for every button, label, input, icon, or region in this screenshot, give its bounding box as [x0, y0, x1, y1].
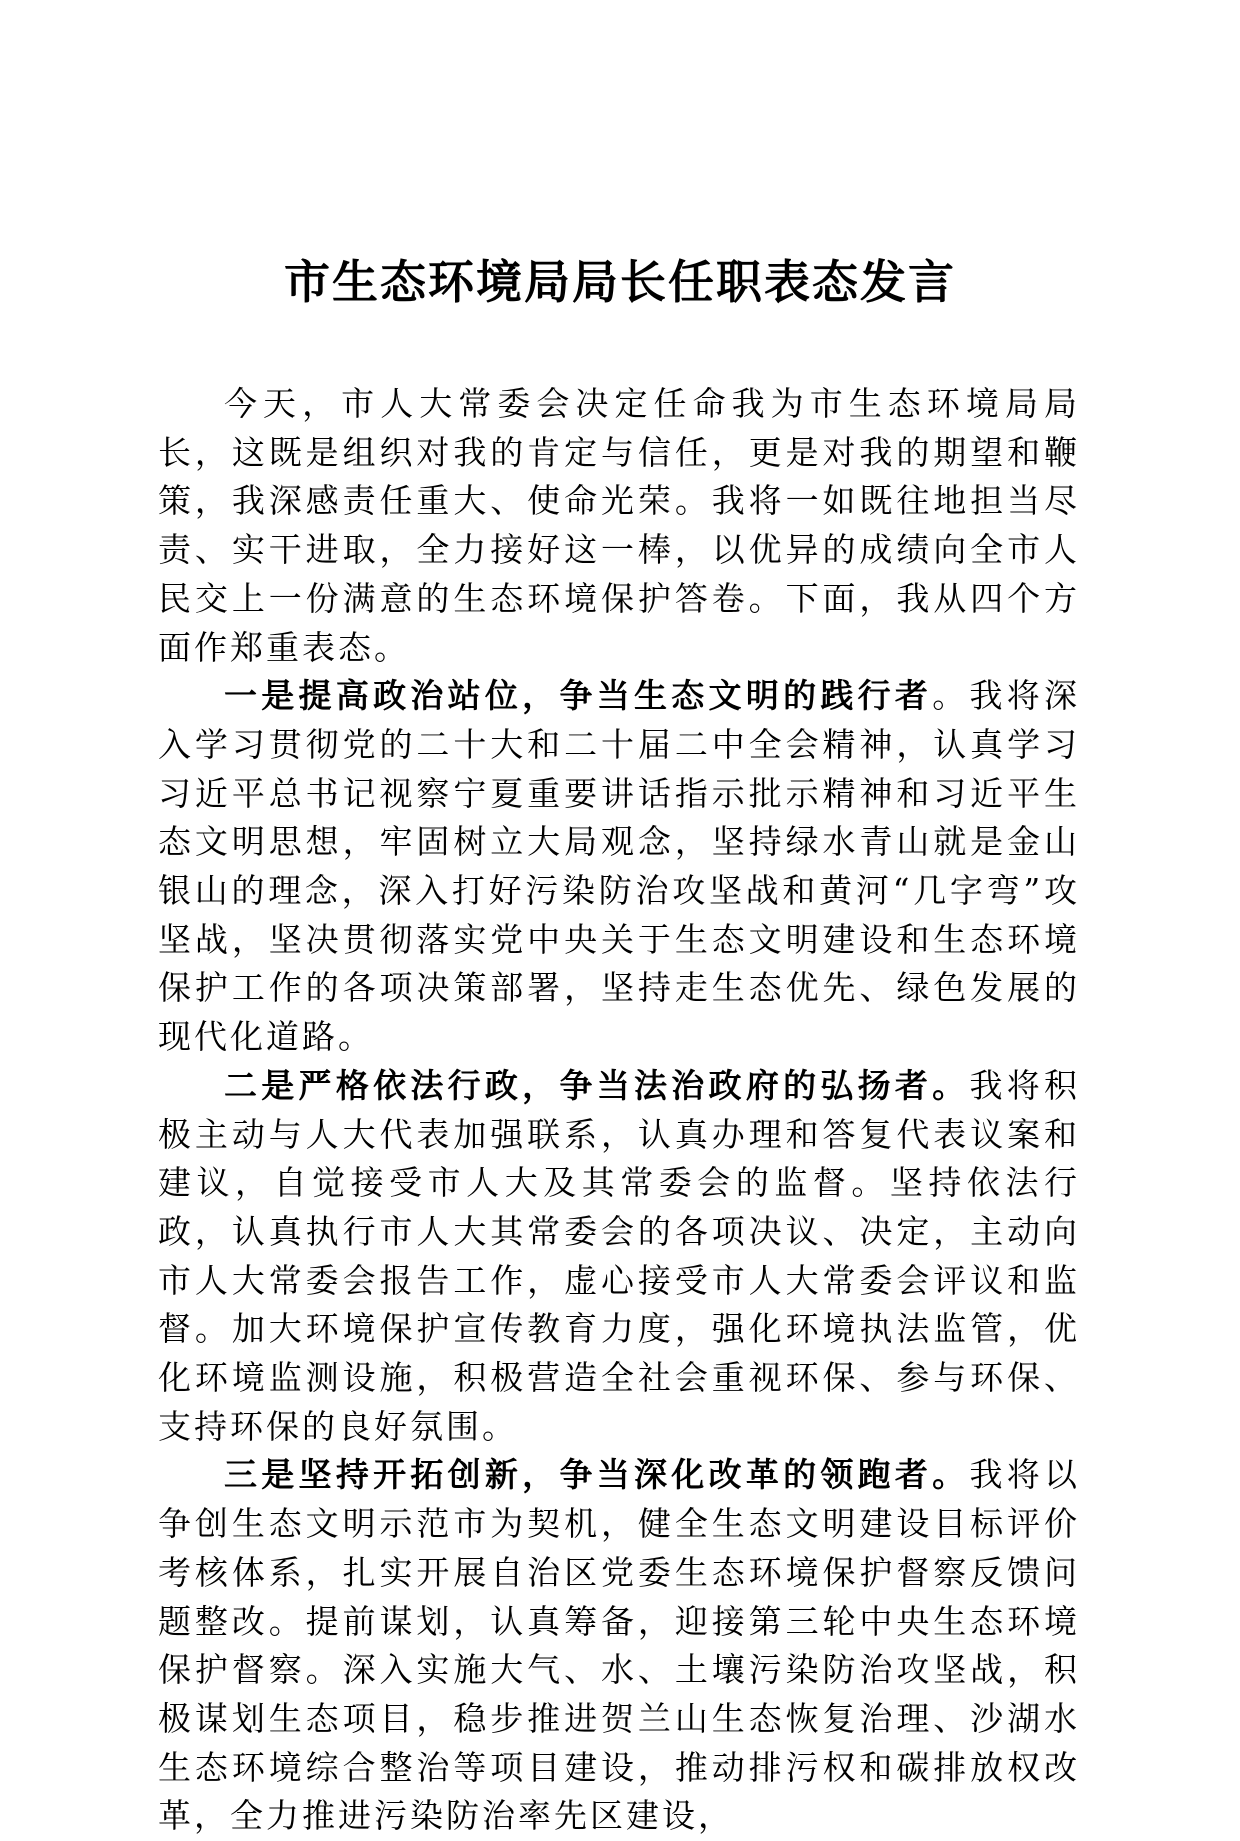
document-title: 市生态环境局局长任职表态发言 [284, 255, 956, 309]
paragraph-lead: 一是提高政治站位，争当生态文明的践行者 [224, 676, 933, 716]
paragraph-point-2 [158, 1062, 1080, 1452]
paragraph-lead: 三是坚持开拓创新，争当深化改革的领跑者。 [224, 1455, 970, 1495]
paragraph-point-1 [158, 672, 1080, 1062]
paragraph-intro [158, 380, 1080, 672]
paragraph-text: 我将以争创生态文明示范市为契机，健全生态文明建设目标评价考核体系，扎实开展自治区党委生态环境保护督察反馈问题整改。提前谋划，认真筹备，迎接第三轮中央生态环境保护督察。深入实施大气、水、土壤污染防治攻坚战，积极谋划生态项目，稳步推进贺兰山生态恢复治理、沙湖水生态环境综合整治等项目建设，推动排污权和碳排放权改革，全力推进污染防治率先区建设， [158, 1455, 1081, 1836]
paragraph-text: 今天，市人大常委会决定任命我为市生态环境局局长，这既是组织对我的肯定与信任，更是对我的期望和鞭策，我深感责任重大、使命光荣。我将一如既往地担当尽责、实干进取，全力接好这一棒，以优异的成绩向全市人民交上一份满意的生态环境保护答卷。下面，我从四个方面作郑重表态。 [158, 384, 1080, 667]
paragraph-text: 。我将深入学习贯彻党的二十大和二十届二中全会精神，认真学习习近平总书记视察宁夏重要讲话指示批示精神和习近平生态文明思想，牢固树立大局观念，坚持绿水青山就是金山银山的理念，深入打好污染防治攻坚战和黄河“几字弯”攻坚战，坚决贯彻落实党中央关于生态文明建设和生态环境保护工作的各项决策部署，坚持走生态优先、绿色发展的现代化道路。 [158, 676, 1081, 1057]
paragraph-lead: 二是严格依法行政，争当法治政府的弘扬者。 [224, 1065, 970, 1105]
paragraph-text: 我将积极主动与人大代表加强联系，认真办理和答复代表议案和建议，自觉接受市人大及其常委会的监督。坚持依法行政，认真执行市人大其常委会的各项决议、决定，主动向市人大常委会报告工作，虚心接受市人大常委会评议和监督。加大环境保护宣传教育力度，强化环境执法监管，优化环境监测设施，积极营造全社会重视环保、参与环保、支持环保的良好氛围。 [158, 1065, 1081, 1446]
document-body [158, 380, 1080, 1841]
paragraph-point-3 [158, 1451, 1080, 1841]
